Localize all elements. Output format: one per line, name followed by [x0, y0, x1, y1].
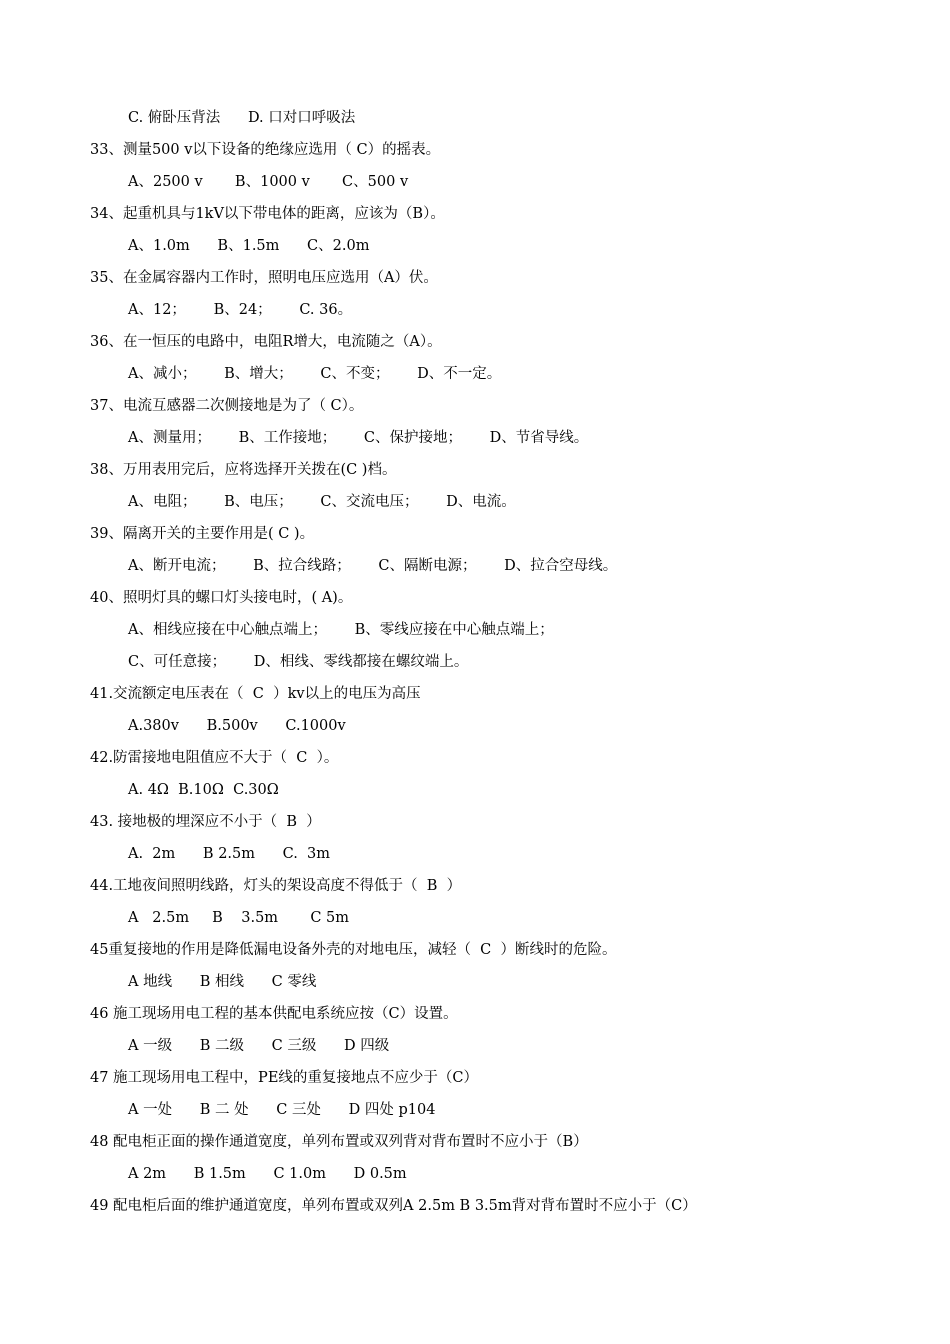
question-line: 37、电流互感器二次侧接地是为了（ C）。: [90, 398, 364, 414]
question-line: 46 施工现场用电工程的基本供配电系统应按（C）设置。: [90, 1006, 458, 1022]
options-line: C. 俯卧压背法 D. 口对口呼吸法: [128, 110, 356, 126]
options-line: A. 4Ω B.10Ω C.30Ω: [128, 782, 279, 798]
question-line: 41.交流额定电压表在（ C ）kv以上的电压为高压: [90, 686, 421, 702]
question-line: 39、隔离开关的主要作用是( C )。: [90, 526, 315, 542]
options-line: A、12； B、24； C. 36。: [128, 302, 353, 318]
question-line: 45重复接地的作用是降低漏电设备外壳的对地电压，减轻（ C ）断线时的危险。: [90, 942, 617, 958]
options-line: C、可任意接； D、相线、零线都接在螺纹端上。: [128, 654, 469, 670]
question-line: 38、万用表用完后，应将选择开关拨在(C )档。: [90, 462, 397, 478]
question-line: 40、照明灯具的螺口灯头接电时，( A)。: [90, 590, 353, 606]
options-line: A. 2m B 2.5m C. 3m: [128, 846, 331, 862]
options-line: A.380v B.500v C.1000v: [128, 718, 346, 734]
question-line: 33、测量500 v以下设备的绝缘应选用（ C）的摇表。: [90, 142, 441, 158]
options-line: A、电阻； B、电压； C、交流电压； D、电流。: [128, 494, 516, 510]
options-line: A 2.5m B 3.5m C 5m: [128, 910, 349, 926]
options-line: A、相线应接在中心触点端上； B、零线应接在中心触点端上；: [128, 622, 554, 638]
options-line: A 2m B 1.5m C 1.0m D 0.5m: [128, 1166, 407, 1182]
options-line: A、测量用； B、工作接地； C、保护接地； D、节省导线。: [128, 430, 589, 446]
question-line: 47 施工现场用电工程中，PE线的重复接地点不应少于（C）: [90, 1070, 478, 1086]
question-line: 43. 接地极的埋深应不小于（ B ）: [90, 814, 321, 830]
question-line: 35、在金属容器内工作时，照明电压应选用（A）伏。: [90, 270, 438, 286]
options-line: A 一级 B 二级 C 三级 D 四级: [128, 1038, 390, 1054]
options-line: A、1.0m B、1.5m C、2.0m: [128, 238, 370, 254]
options-line: A 地线 B 相线 C 零线: [128, 974, 317, 990]
options-line: A、减小； B、增大； C、不变； D、不一定。: [128, 366, 502, 382]
question-line: 49 配电柜后面的维护通道宽度，单列布置或双列A 2.5m B 3.5m背对背布置时不应小于（C）: [90, 1198, 697, 1214]
question-line: 42.防雷接地电阻值应不大于（ C ）。: [90, 750, 339, 766]
question-list: [0, 102, 950, 1222]
question-line: 48 配电柜正面的操作通道宽度，单列布置或双列背对背布置时不应小于（B）: [90, 1134, 588, 1150]
question-line: 44.工地夜间照明线路，灯头的架设高度不得低于（ B ）: [90, 878, 462, 894]
question-line: 36、在一恒压的电路中，电阻R增大，电流随之（A）。: [90, 334, 442, 350]
options-line: A、2500 v B、1000 v C、500 v: [128, 174, 409, 190]
question-line: 34、起重机具与1kV以下带电体的距离，应该为（B）。: [90, 206, 445, 222]
options-line: A、断开电流； B、拉合线路； C、隔断电源； D、拉合空母线。: [128, 558, 618, 574]
options-line: A 一处 B 二 处 C 三处 D 四处 p104: [128, 1102, 436, 1118]
